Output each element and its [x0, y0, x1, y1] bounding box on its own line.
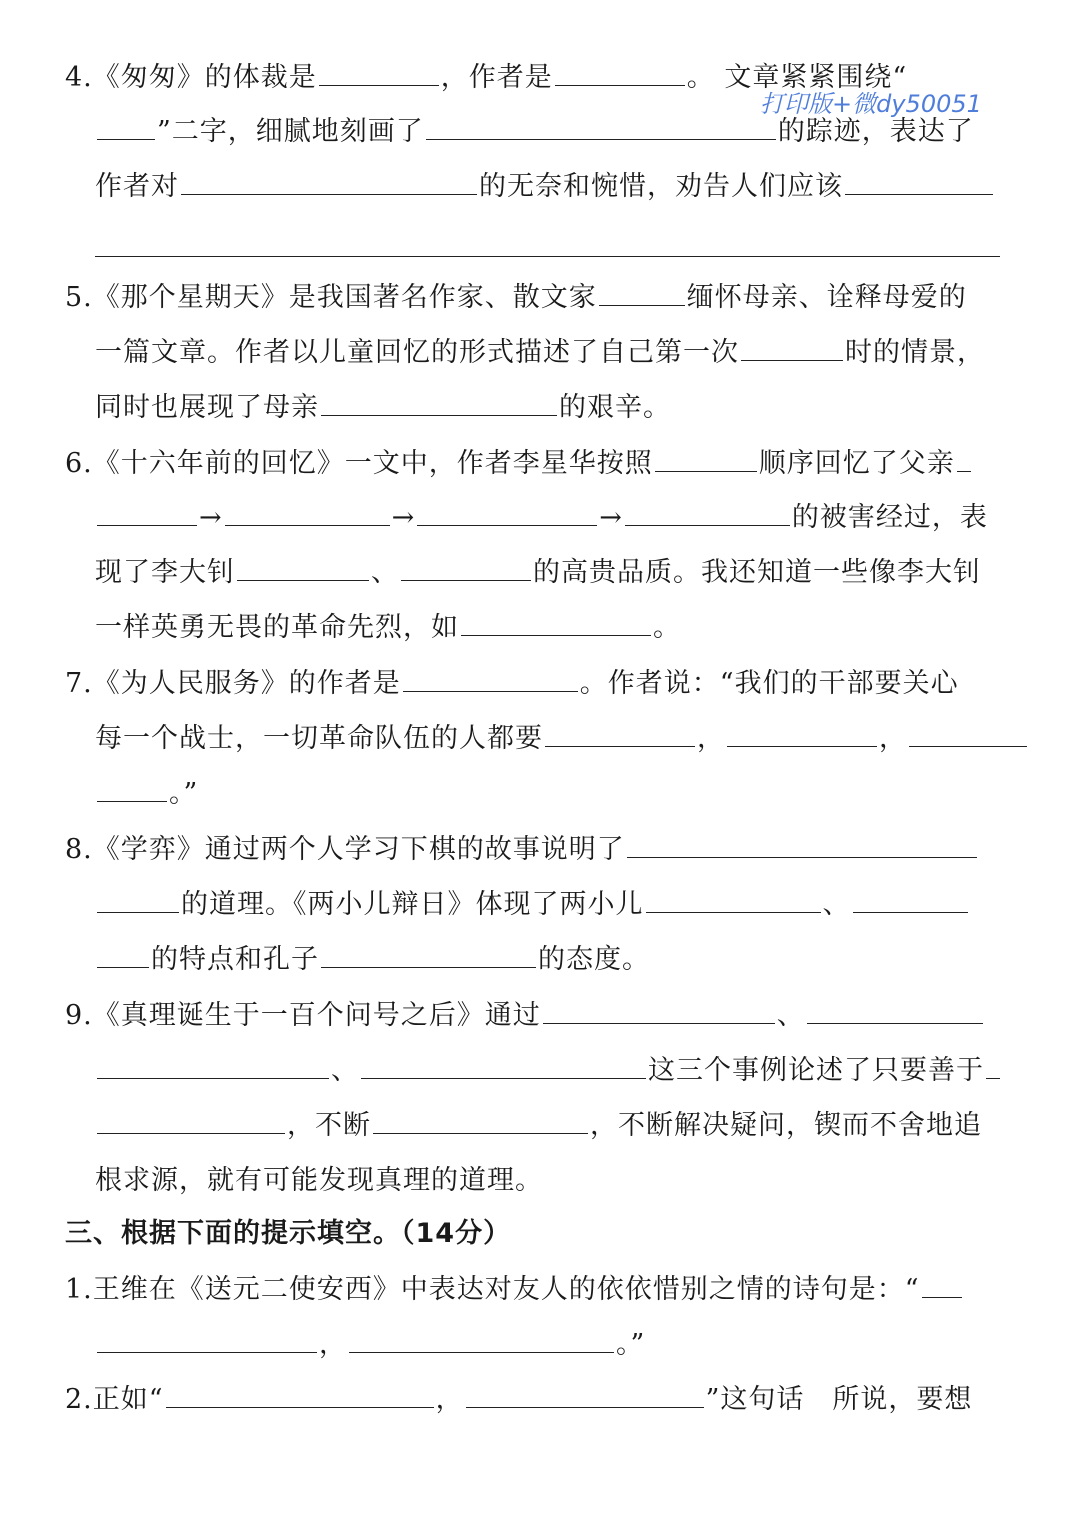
blank[interactable] — [97, 771, 167, 802]
q6-line-4: 一样英勇无畏的革命先烈，如 。 — [95, 604, 1080, 652]
s2-line-1: 2.正如“ ， ”这句话 所说，要想 — [65, 1376, 1080, 1424]
q5-line-2: 一篇文章。作者以儿童回忆的形式描述了自己第一次 时的情景， — [95, 329, 1080, 377]
blank[interactable] — [909, 716, 1027, 747]
q9-line-3: ，不断 ，不断解决疑问，锲而不舍地追 — [95, 1102, 1080, 1150]
blank-full-line[interactable] — [95, 256, 1000, 257]
q9-line-1: 9.《真理诞生于一百个问号之后》通过 、 — [65, 992, 1080, 1040]
watermark: 打印版+微dy50051 — [760, 90, 982, 118]
blank[interactable] — [845, 164, 993, 195]
q6-line-1: 6.《十六年前的回忆》一文中，作者李星华按照 顺序回忆了父亲 — [65, 440, 1080, 488]
q7-line-1: 7.《为人民服务》的作者是 。作者说：“我们的干部要关心 — [65, 660, 1080, 708]
blank[interactable] — [361, 1048, 646, 1079]
blank[interactable] — [555, 55, 685, 86]
q9-line-4: 根求源，就有可能发现真理的道理。 — [95, 1165, 543, 1196]
blank[interactable] — [321, 937, 536, 968]
blank[interactable] — [401, 550, 531, 581]
blank[interactable] — [319, 55, 439, 86]
blank[interactable] — [627, 827, 977, 858]
blank[interactable] — [225, 495, 390, 526]
blank[interactable] — [466, 1377, 704, 1408]
blank[interactable] — [625, 495, 790, 526]
blank[interactable] — [373, 1103, 588, 1134]
blank[interactable] — [426, 109, 776, 140]
blank[interactable] — [181, 164, 477, 195]
blank[interactable] — [461, 605, 651, 636]
blank[interactable] — [853, 882, 968, 913]
q7-line-2: 每一个战士，一切革命队伍的人都要 ， ， — [95, 715, 1080, 763]
blank[interactable] — [655, 441, 757, 472]
blank[interactable] — [403, 661, 578, 692]
blank[interactable] — [97, 882, 179, 913]
blank[interactable] — [97, 1322, 317, 1353]
q8-line-3: 的特点和孔子 的态度。 — [95, 936, 1080, 984]
s1-line-2: ， 。” — [95, 1321, 1080, 1369]
blank[interactable] — [957, 441, 971, 472]
blank[interactable] — [986, 1048, 1000, 1079]
q6-line-2: → → → 的被害经过，表 — [95, 494, 1080, 542]
q9-line-2: 、 这三个事例论述了只要善于 — [95, 1047, 1080, 1095]
blank[interactable] — [321, 385, 557, 416]
blank[interactable] — [599, 275, 685, 306]
blank[interactable] — [545, 716, 695, 747]
blank[interactable] — [237, 550, 369, 581]
q6-line-3: 现了李大钊 、 的高贵品质。我还知道一些像李大钊 — [95, 549, 1080, 597]
q4-line-1: 4.《匆匆》的体裁是 ，作者是 。 文章紧紧围绕“ — [65, 54, 1080, 102]
blank[interactable] — [543, 993, 775, 1024]
blank[interactable] — [97, 1103, 285, 1134]
blank[interactable] — [97, 495, 197, 526]
blank[interactable] — [166, 1377, 434, 1408]
q4-line-3: 作者对 的无奈和惋惜，劝告人们应该 — [95, 163, 1080, 211]
blank[interactable] — [97, 109, 155, 140]
blank[interactable] — [97, 937, 149, 968]
q7-line-3: 。” — [95, 770, 1080, 818]
blank[interactable] — [97, 1048, 329, 1079]
q4-line-2: ”二字，细腻地刻画了 的踪迹，表达了 — [95, 108, 1080, 156]
blank[interactable] — [727, 716, 877, 747]
blank[interactable] — [922, 1267, 962, 1298]
blank[interactable] — [646, 882, 821, 913]
s1-line-1: 1.王维在《送元二使安西》中表达对友人的依依惜别之情的诗句是：“ — [65, 1266, 1080, 1314]
blank[interactable] — [417, 495, 597, 526]
blank[interactable] — [741, 330, 843, 361]
blank[interactable] — [807, 993, 983, 1024]
q5-line-3: 同时也展现了母亲 的艰辛。 — [95, 384, 1080, 432]
section-title: 三、根据下面的提示填空。（14分） — [65, 1218, 512, 1249]
q8-line-2: 的道理。《两小儿辩日》体现了两小儿 、 — [95, 881, 1080, 929]
q5-line-1: 5.《那个星期天》是我国著名作家、散文家 缅怀母亲、诠释母爱的 — [65, 274, 1080, 322]
q8-line-1: 8.《学弈》通过两个人学习下棋的故事说明了 — [65, 826, 1080, 874]
blank[interactable] — [349, 1322, 614, 1353]
